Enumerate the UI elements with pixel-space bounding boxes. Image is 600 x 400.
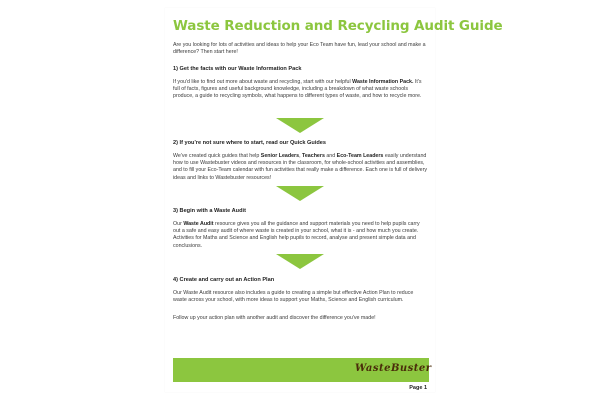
down-arrow-icon (276, 118, 324, 133)
section-2-heading: 2) If you're not sure where to start, read our Quick Guides (173, 140, 327, 146)
section-4-followup-text: Follow up your action plan with another audit and discover the difference you've made! (173, 315, 376, 321)
page-number: Page 1 (409, 385, 427, 391)
section-3-text: Our Waste Audit resource gives you all the guidance and support materials you need to help pupils carry out a safe and easy audit of where waste is created in your school, what it is - and how much you create. Activities for Maths and Science and English help pupils to record, analyse and present simple data and conclusions. (173, 221, 420, 249)
section-3-heading: 3) Begin with a Waste Audit (173, 208, 246, 214)
footer-banner (173, 358, 432, 382)
document-page (165, 8, 503, 392)
section-4-text: Our Waste Audit resource also includes a guide to creating a simple but effective Action Plan to reduce waste across your school, with more ideas to support your Maths, Science and English curriculum. (173, 290, 414, 304)
wastebuster-logo: WasteBuster (355, 363, 432, 374)
down-arrow-icon (276, 186, 324, 201)
down-arrow-icon (276, 254, 324, 269)
intro-text: Are you looking for lots of activities and ideas to help your Eco Team have fun, lead your school and make a difference? Then start here! (173, 42, 426, 56)
section-2-text: We've created quick guides that help Senior Leaders, Teachers and Eco-Team Leaders easily understand how to use Wastebuster videos and resources in the classroom, for whole-school activities and assemblies, and to fill your Eco-Team calendar with fun activities that really make a difference. Each one is full of delivery ideas and links to Wastebuster resources! (173, 153, 427, 181)
section-4-heading: 4) Create and carry out an Action Plan (173, 277, 275, 283)
section-1-text: If you'd like to find out more about waste and recycling, start with our helpful Waste Information Pack. It's full of facts, figures and useful background knowledge, including a breakdown of what waste schools produce, a guide to recycling symbols, what happens to different types of waste, and how to recycle more. (173, 79, 422, 100)
section-1-heading: 1) Get the facts with our Waste Information Pack (173, 66, 302, 72)
page-title: Waste Reduction and Recycling Audit Guide (173, 18, 503, 34)
